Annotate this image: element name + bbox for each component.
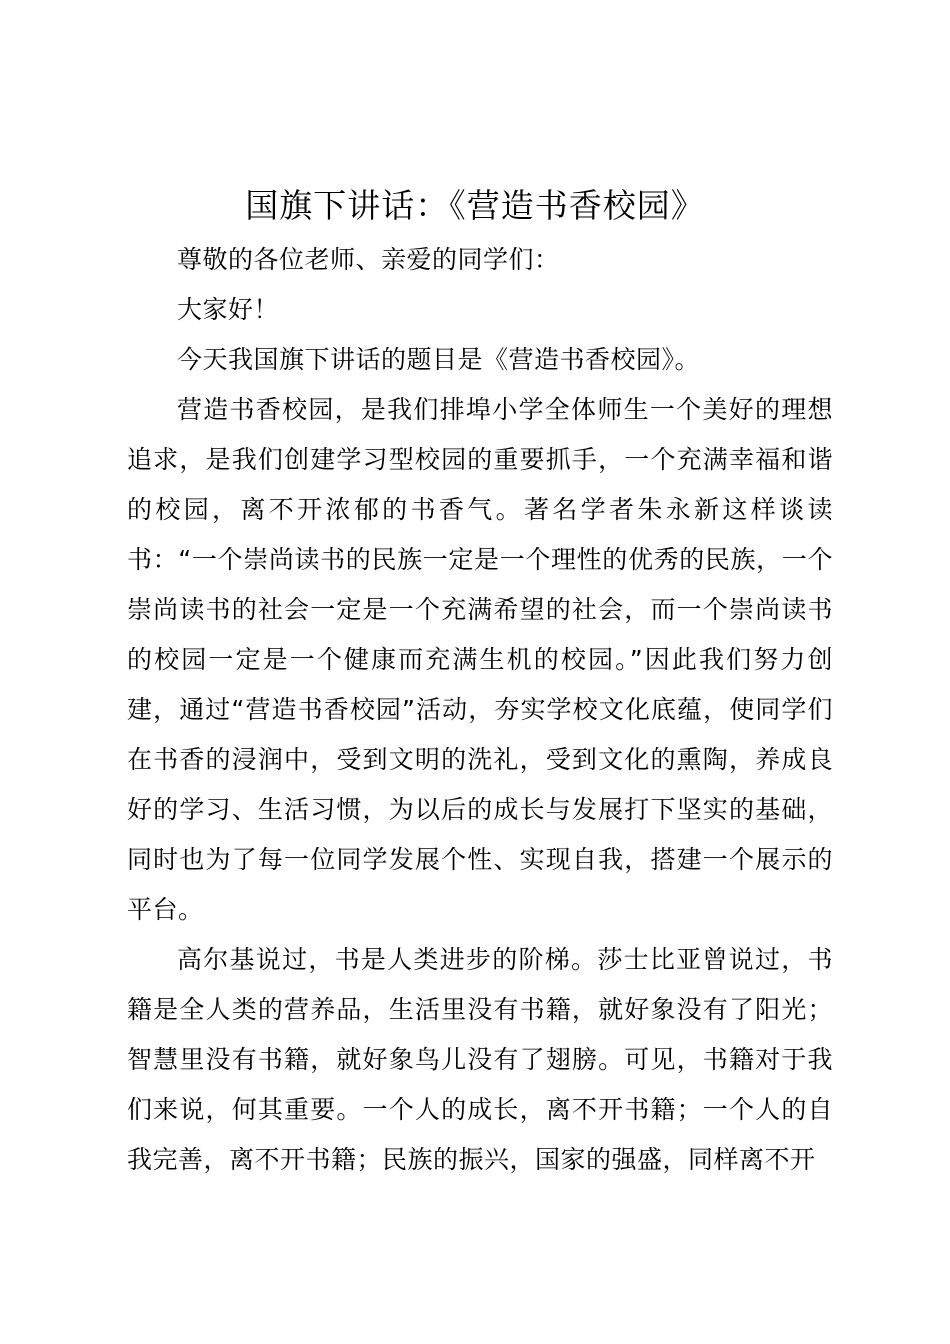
paragraph-topic: 今天我国旗下讲话的题目是《营造书香校园》。: [177, 345, 701, 374]
document-body: [127, 235, 833, 1185]
paragraph-salutation: 尊敬的各位老师、亲爱的同学们：: [177, 245, 560, 274]
document-title: 国旗下讲话：《营造书香校园》: [245, 186, 705, 225]
paragraph-quotes: 高尔基说过，书是人类进步的阶梯。莎士比亚曾说过，书籍是全人类的营养品，生活里没有书籍，就好象没有了阳光；智慧里没有书籍，就好象鸟儿没有了翅膀。可见，书籍对于我们来说，何其重要。一个人的成长，离不开书籍；一个人的自我完善，离不开书籍；民族的振兴，国家的强盛，同样离不开: [127, 945, 833, 1174]
paragraph-main: 营造书香校园，是我们排埠小学全体师生一个美好的理想追求，是我们创建学习型校园的重要抓手，一个充满幸福和谐的校园，离不开浓郁的书香气。著名学者朱永新这样谈读书：“一个崇尚读书的民族一定是一个理性的优秀的民族，一个崇尚读书的社会一定是一个充满希望的社会，而一个崇尚读书的校园一定是一个健康而充满生机的校园。”因此我们努力创建，通过“营造书香校园”活动，夯实学校文化底蕴，使同学们在书香的浸润中，受到文明的洗礼，受到文化的熏陶，养成良好的学习、生活习惯，为以后的成长与发展打下坚实的基础，同时也为了每一位同学发展个性、实现自我，搭建一个展示的平台。: [127, 395, 833, 924]
paragraph-greeting: 大家好！: [177, 295, 280, 324]
